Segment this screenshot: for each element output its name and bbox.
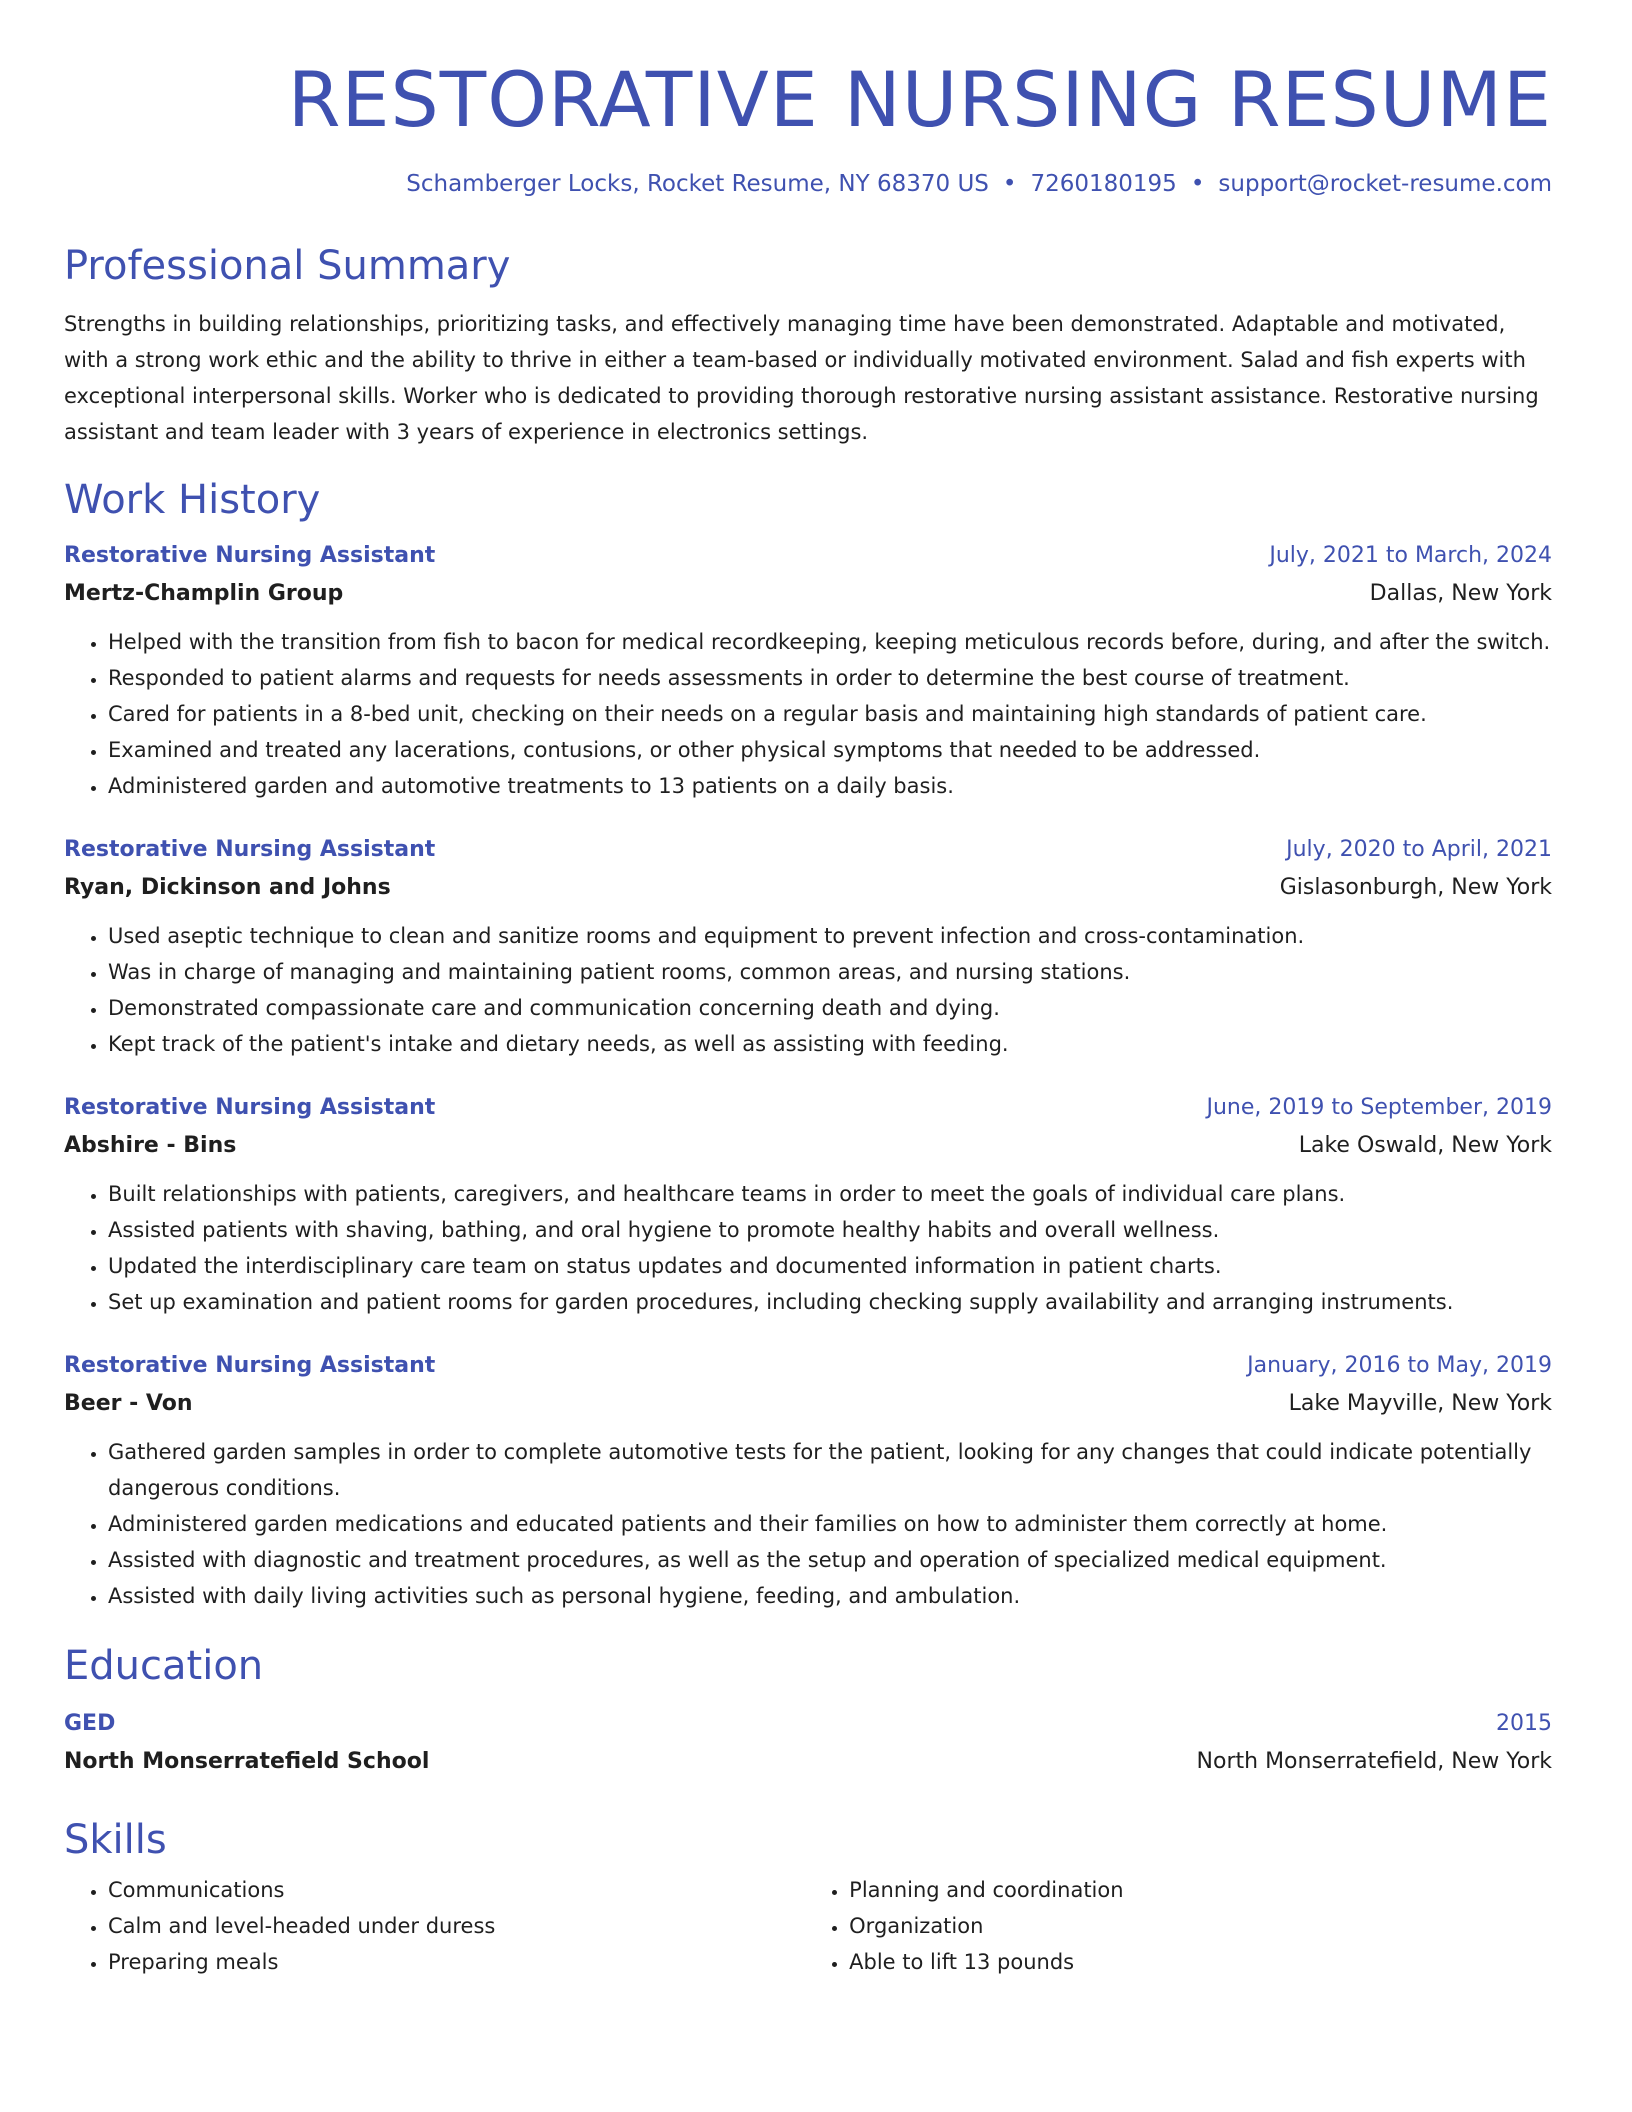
education-entry	[64, 1706, 1552, 1782]
job-entry	[64, 832, 1552, 1062]
job-bullet: • Assisted patients with shaving, bathing, and oral hygiene to promote healthy habits and overall wellness.	[108, 1212, 1552, 1248]
job-company: Abshire - Bins	[64, 1133, 237, 1158]
skill-item: • Organization	[849, 1908, 1552, 1944]
education-heading: Education	[64, 1643, 264, 1689]
job-entry	[64, 1348, 1552, 1614]
summary-heading: Professional Summary	[64, 243, 511, 289]
job-entry	[64, 538, 1552, 804]
contact-phone: 7260180195	[1030, 171, 1177, 197]
resume-page	[64, 0, 1552, 1980]
job-company: Ryan, Dickinson and Johns	[64, 875, 391, 900]
job-bullet: • Administered garden and automotive treatments to 13 patients on a daily basis.	[108, 768, 1552, 804]
job-bullet: • Cared for patients in a 8-bed unit, checking on their needs on a regular basis and maintaining high standards of patient care.	[108, 696, 1552, 732]
work-history-heading: Work History	[64, 477, 321, 523]
job-bullet: • Examined and treated any lacerations, contusions, or other physical symptoms that needed to be addressed.	[108, 732, 1552, 768]
contact-address: Schamberger Locks, Rocket Resume, NY 68370 US	[406, 171, 989, 197]
job-bullet: • Was in charge of managing and maintaining patient rooms, common areas, and nursing stations.	[108, 954, 1552, 990]
skills-list	[64, 1872, 1552, 1980]
resume-title: RESTORATIVE NURSING RESUME	[287, 55, 1552, 144]
job-dates: July, 2020 to April, 2021	[1286, 837, 1552, 862]
contact-email[interactable]: support@rocket-resume.com	[1218, 171, 1552, 197]
job-bullet: • Gathered garden samples in order to complete automotive tests for the patient, looking for any changes that could indicate potentially dangerous conditions.	[108, 1434, 1552, 1506]
skill-item: • Preparing meals	[108, 1944, 805, 1980]
contact-separator: •	[1002, 171, 1017, 197]
job-bullet: • Administered garden medications and educated patients and their families on how to administer them correctly at home.	[108, 1506, 1552, 1542]
job-location: Dallas, New York	[1369, 581, 1552, 606]
skill-item: • Communications	[108, 1872, 805, 1908]
education-degree: GED	[64, 1711, 116, 1736]
job-location: Gislasonburgh, New York	[1279, 875, 1552, 900]
job-bullet: • Set up examination and patient rooms for garden procedures, including checking supply availability and arranging instruments.	[108, 1284, 1552, 1320]
skills-column-right	[805, 1872, 1552, 1980]
skill-item: • Planning and coordination	[849, 1872, 1552, 1908]
skills-heading: Skills	[64, 1817, 167, 1863]
job-bullets	[64, 624, 1552, 804]
job-bullet: • Built relationships with patients, caregivers, and healthcare teams in order to meet the goals of individual care plans.	[108, 1176, 1552, 1212]
skill-item: • Able to lift 13 pounds	[849, 1944, 1552, 1980]
job-location: Lake Oswald, New York	[1298, 1133, 1552, 1158]
job-bullet: • Assisted with daily living activities such as personal hygiene, feeding, and ambulation.	[108, 1578, 1552, 1614]
job-bullets	[64, 1434, 1552, 1614]
job-bullet: • Kept track of the patient's intake and dietary needs, as well as assisting with feeding.	[108, 1026, 1552, 1062]
contact-line	[64, 168, 1552, 200]
job-bullets	[64, 918, 1552, 1062]
job-dates: July, 2021 to March, 2024	[1269, 543, 1552, 568]
job-dates: January, 2016 to May, 2019	[1247, 1353, 1552, 1378]
skill-item: • Calm and level-headed under duress	[108, 1908, 805, 1944]
job-company: Mertz-Champlin Group	[64, 581, 344, 606]
education-year: 2015	[1496, 1711, 1552, 1736]
job-bullet: • Used aseptic technique to clean and sanitize rooms and equipment to prevent infection and cross-contamination.	[108, 918, 1552, 954]
skills-column-left	[64, 1872, 805, 1980]
education-school: North Monserratefield School	[64, 1749, 430, 1774]
job-title: Restorative Nursing Assistant	[64, 1095, 436, 1120]
job-bullet: • Responded to patient alarms and requests for needs assessments in order to determine the best course of treatment.	[108, 660, 1552, 696]
summary-text: Strengths in building relationships, prioritizing tasks, and effectively managing time have been demonstrated. Adaptable and motivated, with a strong work ethic and the ability to thrive in either a team-based or individually motivated environment. Salad and fish experts with exceptional interpersonal skills. Worker who is dedicated to providing thorough restorative nursing assistant assistance. Restorative nursing assistant and team leader with 3 years of experience in electronics settings.	[64, 312, 1539, 444]
job-bullets	[64, 1176, 1552, 1320]
education-location: North Monserratefield, New York	[1196, 1749, 1552, 1774]
job-bullet: • Updated the interdisciplinary care team on status updates and documented information in patient charts.	[108, 1248, 1552, 1284]
job-bullet: • Demonstrated compassionate care and communication concerning death and dying.	[108, 990, 1552, 1026]
job-title: Restorative Nursing Assistant	[64, 837, 436, 862]
job-bullet: • Helped with the transition from fish to bacon for medical recordkeeping, keeping meticulous records before, during, and after the switch.	[108, 624, 1552, 660]
contact-separator: •	[1190, 171, 1205, 197]
job-company: Beer - Von	[64, 1391, 193, 1416]
job-location: Lake Mayville, New York	[1288, 1391, 1552, 1416]
job-title: Restorative Nursing Assistant	[64, 1353, 436, 1378]
job-entry	[64, 1090, 1552, 1320]
job-dates: June, 2019 to September, 2019	[1206, 1095, 1552, 1120]
job-bullet: • Assisted with diagnostic and treatment procedures, as well as the setup and operation of specialized medical equipment.	[108, 1542, 1552, 1578]
job-title: Restorative Nursing Assistant	[64, 543, 436, 568]
